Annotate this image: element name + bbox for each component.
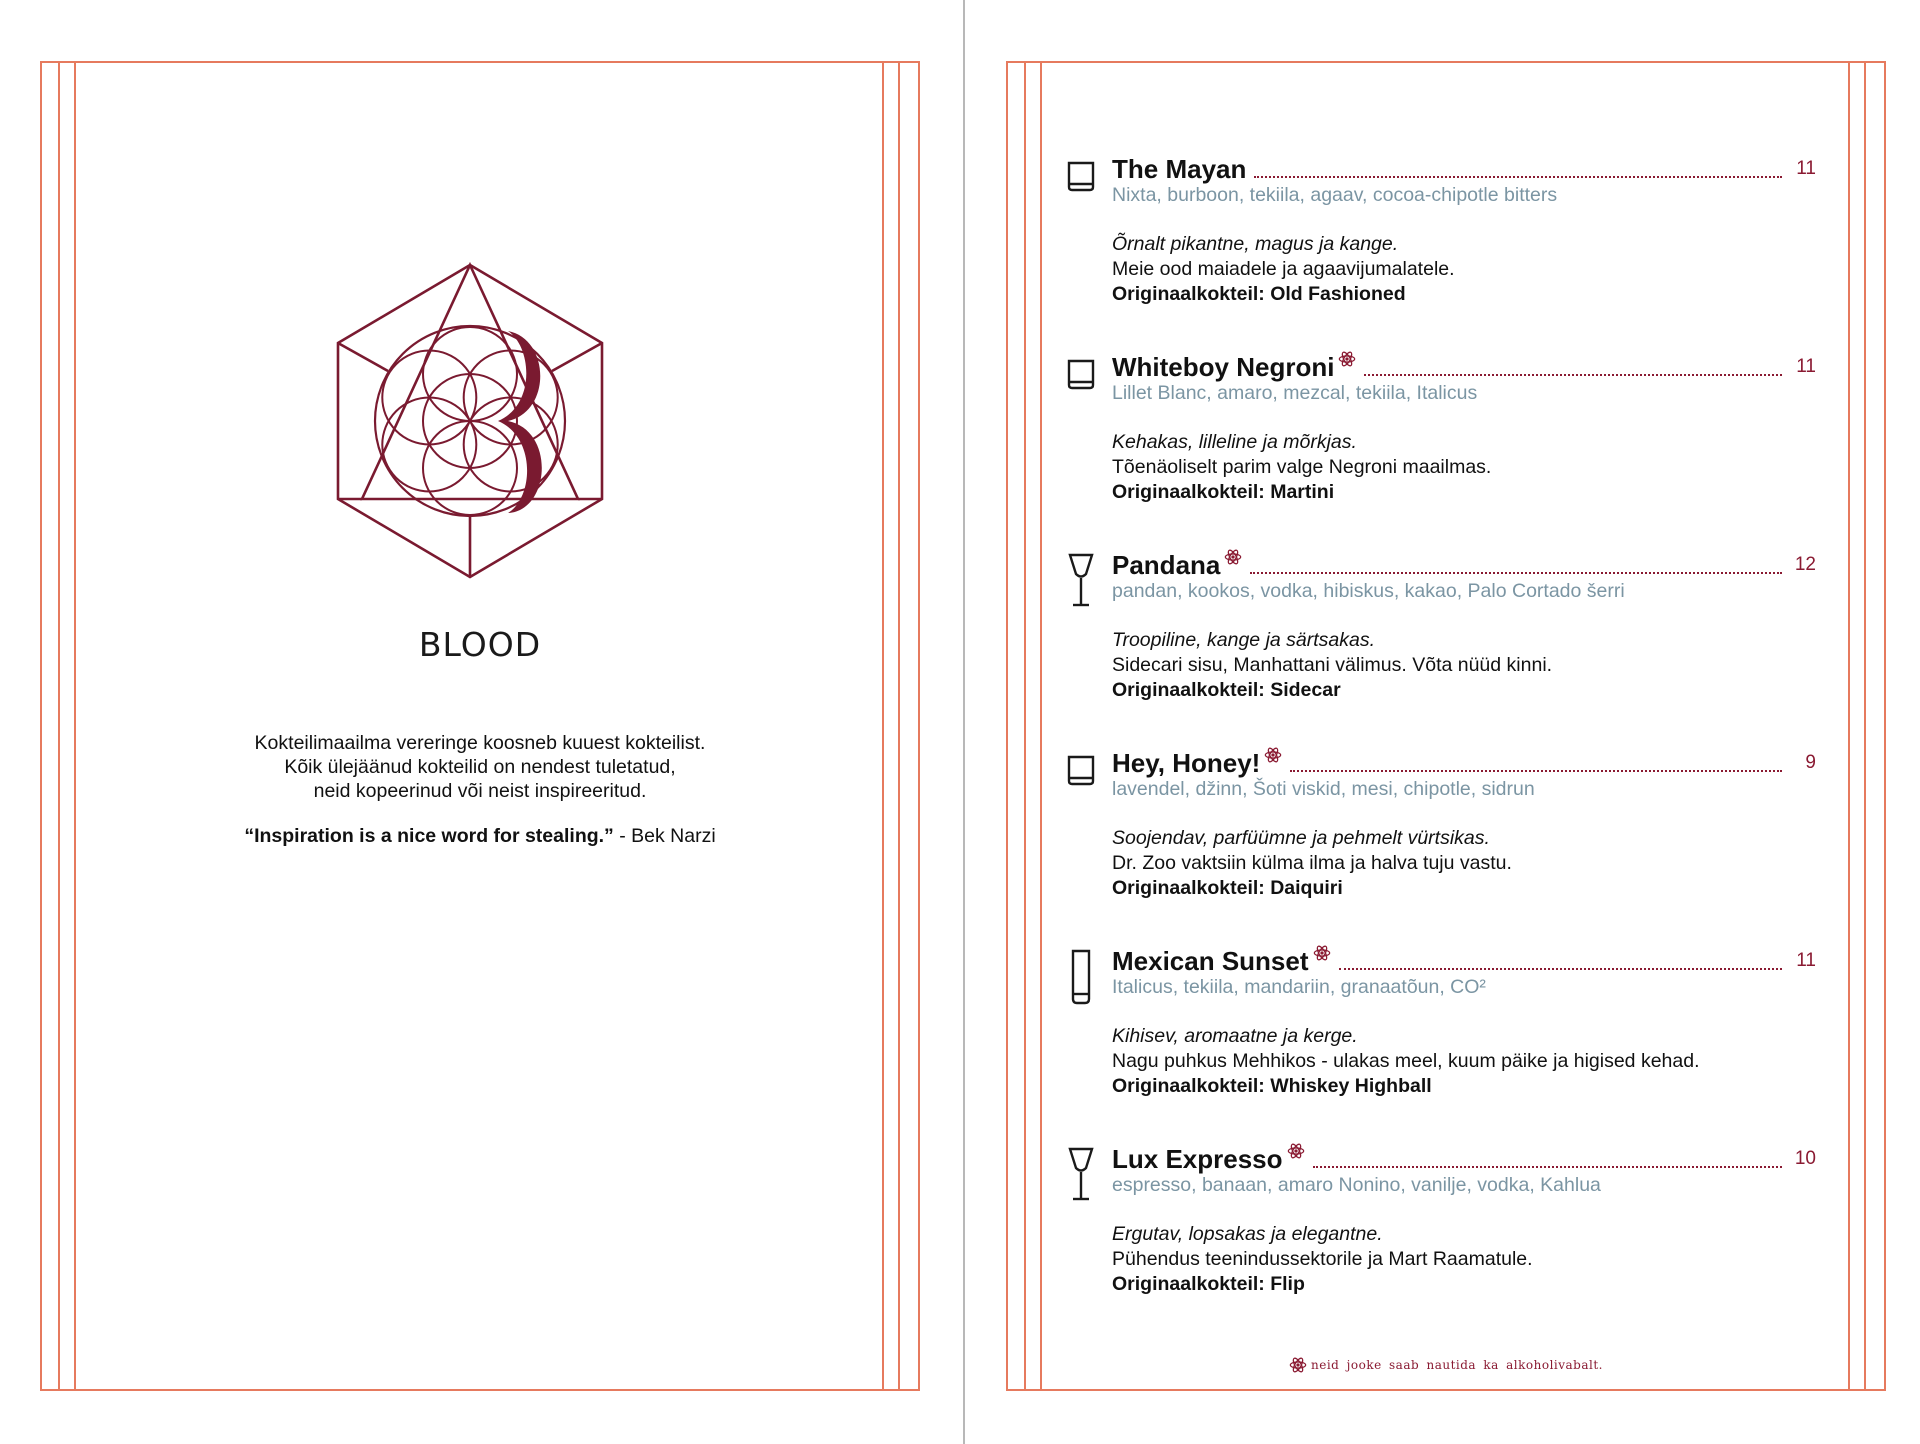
- frame-left-inner: [1040, 61, 1042, 1391]
- quote-text: “Inspiration is a nice word for stealing.”: [244, 825, 614, 847]
- cocktail-description-text: Dr. Zoo vaktsiin külma ilma ja halva tuju vastu.: [1112, 852, 1512, 874]
- cocktail-name: The Mayan: [1112, 154, 1247, 184]
- intro-line: Kõik ülejäänud kokteilid on nendest tuletatud,: [284, 756, 676, 778]
- menu-item-heading: [1112, 1144, 1816, 1174]
- frame-left-mid: [1024, 61, 1026, 1391]
- spread-divider: [963, 0, 965, 1444]
- frame-right-inner: [1848, 61, 1850, 1391]
- rocks-glass-icon: [1066, 156, 1096, 216]
- cocktail-name: Lux Expresso: [1112, 1144, 1283, 1174]
- menu-item: [1066, 154, 1826, 314]
- cocktail-description-text: Meie ood maiadele ja agaavijumalatele.: [1112, 258, 1455, 280]
- cocktail-ingredients: lavendel, džinn, Šoti viskid, mesi, chipotle, sidrun: [1112, 778, 1535, 800]
- frame-left-outer: [40, 61, 42, 1391]
- intro-line: Kokteilimaailma vereringe koosneb kuuest kokteilist.: [254, 732, 706, 754]
- original-cocktail: Originaalkokteil: Flip: [1112, 1273, 1305, 1295]
- cocktail-description-text: Nagu puhkus Mehhikos - ulakas meel, kuum päike ja higised kehad.: [1112, 1050, 1700, 1072]
- section-title: BLOOD: [418, 625, 542, 664]
- frame-right-mid: [1864, 61, 1866, 1391]
- atom-icon: [1264, 746, 1282, 764]
- dot-leader: [1339, 967, 1782, 970]
- cocktail-tagline: Troopiline, kange ja särtsakas.: [1112, 629, 1376, 651]
- atom-icon: [1338, 350, 1356, 368]
- original-cocktail: Originaalkokteil: Whiskey Highball: [1112, 1075, 1432, 1097]
- menu-item: [1066, 1144, 1826, 1304]
- atom-icon: [1287, 1142, 1305, 1160]
- menu-item-heading: [1112, 352, 1816, 382]
- footnote-text: neid jooke saab nautida ka alkoholivabalt.: [1310, 1358, 1603, 1372]
- dot-leader: [1250, 571, 1782, 574]
- cocktail-description-text: Pühendus teenindussektorile ja Mart Raamatule.: [1112, 1248, 1533, 1270]
- left-page: [40, 61, 920, 1391]
- frame-bottom: [1006, 1389, 1886, 1391]
- cocktail-price: 9: [1805, 752, 1816, 773]
- quote: [40, 825, 920, 848]
- cocktail-ingredients: Italicus, tekiila, mandariin, granaatõun, CO²: [1112, 976, 1486, 998]
- cocktail-ingredients: Lillet Blanc, amaro, mezcal, tekiila, Italicus: [1112, 382, 1478, 404]
- menu-item-heading: [1112, 748, 1816, 778]
- right-page: [1006, 61, 1886, 1391]
- quote-author: - Bek Narzi: [613, 825, 716, 847]
- rocks-glass-icon: [1066, 750, 1096, 810]
- cocktail-name: Whiteboy Negroni: [1112, 352, 1335, 382]
- frame-right-inner: [882, 61, 884, 1391]
- menu-item: [1066, 550, 1826, 710]
- menu-item-heading: [1112, 550, 1816, 580]
- intro-line: neid kopeerinud või neist inspireeritud.: [313, 780, 647, 802]
- frame-left-outer: [1006, 61, 1008, 1391]
- menu-item-heading: [1112, 154, 1816, 184]
- frame-left-inner: [74, 61, 76, 1391]
- atom-icon: [1289, 1356, 1307, 1374]
- rocks-glass-icon: [1066, 354, 1096, 414]
- cocktail-description: [1112, 430, 1491, 505]
- frame-right-mid: [898, 61, 900, 1391]
- original-cocktail: Originaalkokteil: Martini: [1112, 481, 1335, 503]
- cocktail-tagline: Soojendav, parfüümne ja pehmelt vürtsikas.: [1112, 827, 1490, 849]
- frame-right-outer: [1884, 61, 1886, 1391]
- menu-item: [1066, 946, 1826, 1106]
- frame-bottom: [40, 1389, 920, 1391]
- cocktail-ingredients: pandan, kookos, vodka, hibiskus, kakao, Palo Cortado šerri: [1112, 580, 1625, 602]
- cocktail-description: [1112, 232, 1455, 307]
- cocktail-price: 11: [1796, 158, 1816, 179]
- cocktail-price: 11: [1796, 356, 1816, 377]
- cocktail-description-text: Tõenäoliselt parim valge Negroni maailmas.: [1112, 456, 1492, 478]
- flower-of-life-hexagon-logo: [336, 261, 604, 579]
- cocktail-price: 10: [1794, 1148, 1816, 1169]
- menu-item: [1066, 352, 1826, 512]
- frame-top: [40, 61, 920, 63]
- menu-item-heading: [1112, 946, 1816, 976]
- frame-top: [1006, 61, 1886, 63]
- atom-icon: [1224, 548, 1242, 566]
- frame-left-mid: [58, 61, 60, 1391]
- dot-leader: [1313, 1165, 1782, 1168]
- footnote: [1006, 1356, 1886, 1374]
- cocktail-description: [1112, 628, 1552, 703]
- cocktail-tagline: Õrnalt pikantne, magus ja kange.: [1112, 233, 1399, 255]
- cocktail-tagline: Ergutav, lopsakas ja elegantne.: [1112, 1223, 1383, 1245]
- dot-leader: [1364, 373, 1782, 376]
- cocktail-ingredients: espresso, banaan, amaro Nonino, vanilje, vodka, Kahlua: [1112, 1174, 1601, 1196]
- cocktail-description: [1112, 826, 1512, 901]
- stemmed-glass-icon: [1066, 552, 1096, 612]
- original-cocktail: Originaalkokteil: Sidecar: [1112, 679, 1341, 701]
- cocktail-price: 11: [1796, 950, 1816, 971]
- intro-text: [40, 731, 920, 803]
- highball-glass-icon: [1066, 948, 1096, 1008]
- atom-icon: [1313, 944, 1331, 962]
- cocktail-name: Mexican Sunset: [1112, 946, 1309, 976]
- original-cocktail: Originaalkokteil: Daiquiri: [1112, 877, 1343, 899]
- cocktail-description: [1112, 1024, 1700, 1099]
- dot-leader: [1290, 769, 1782, 772]
- cocktail-tagline: Kehakas, lilleline ja mõrkjas.: [1112, 431, 1357, 453]
- original-cocktail: Originaalkokteil: Old Fashioned: [1112, 283, 1406, 305]
- cocktail-description-text: Sidecari sisu, Manhattani välimus. Võta nüüd kinni.: [1112, 654, 1553, 676]
- cocktail-name: Pandana: [1112, 550, 1221, 580]
- cocktail-description: [1112, 1222, 1533, 1297]
- dot-leader: [1254, 175, 1782, 178]
- cocktail-tagline: Kihisev, aromaatne ja kerge.: [1112, 1025, 1358, 1047]
- cocktail-name: Hey, Honey!: [1112, 748, 1261, 778]
- menu-item: [1066, 748, 1826, 908]
- frame-right-outer: [918, 61, 920, 1391]
- stemmed-glass-icon: [1066, 1146, 1096, 1206]
- cocktail-ingredients: Nixta, burboon, tekiila, agaav, cocoa-chipotle bitters: [1112, 184, 1558, 206]
- cocktail-price: 12: [1794, 554, 1816, 575]
